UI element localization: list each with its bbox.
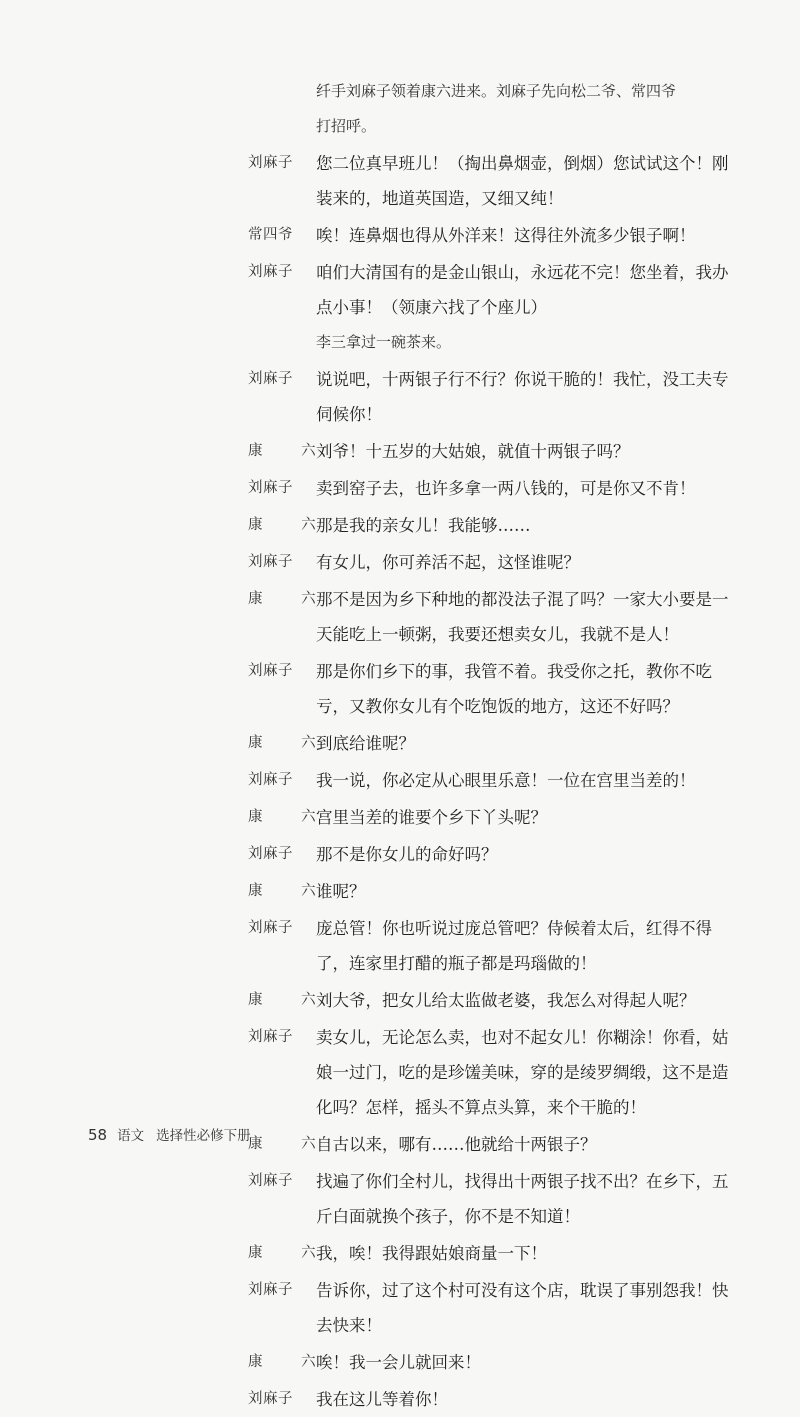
dialogue-line bbox=[0, 654, 800, 689]
dialogue-text: 装来的，地道英国造，又细又纯！ bbox=[316, 189, 564, 208]
continuation-line bbox=[0, 1055, 800, 1090]
stage-direction-line bbox=[0, 325, 800, 360]
speaker-name: 康 六 bbox=[248, 443, 333, 459]
dialogue-line bbox=[0, 1382, 800, 1417]
dialogue-text: 自古以来，哪有……他就给十两银子？ bbox=[316, 1135, 597, 1154]
speaker-name: 刘麻子 bbox=[248, 155, 293, 171]
dialogue-text: 天能吃上一顿粥，我要还想卖女儿，我就不是人！ bbox=[316, 625, 679, 644]
speaker-name: 康 六 bbox=[248, 1136, 333, 1152]
speaker-name: 刘麻子 bbox=[248, 480, 293, 496]
dialogue-text: 我在这儿等着你！ bbox=[316, 1390, 448, 1409]
dialogue-text: 点小事！（领康六找了个座儿） bbox=[316, 298, 547, 317]
dialogue-line bbox=[0, 471, 800, 506]
continuation-line bbox=[0, 397, 800, 432]
dialogue-line bbox=[0, 146, 800, 181]
dialogue-text: 去快来！ bbox=[316, 1316, 382, 1335]
stage-direction: 打招呼。 bbox=[316, 117, 377, 135]
dialogue-line bbox=[0, 582, 800, 617]
stage-direction: 纤手刘麻子领着康六进来。刘麻子先向松二爷、常四爷 bbox=[316, 82, 677, 100]
continuation-line bbox=[0, 617, 800, 652]
dialogue-text: 卖到窑子去，也许多拿一两八钱的，可是你又不肯！ bbox=[316, 479, 696, 498]
dialogue-line bbox=[0, 508, 800, 543]
speaker-name: 刘麻子 bbox=[248, 371, 293, 387]
dialogue-line bbox=[0, 1164, 800, 1199]
continuation-line bbox=[0, 946, 800, 981]
speaker-name: 刘麻子 bbox=[248, 1282, 293, 1298]
dialogue-text: 亏，又教你女儿有个吃饱饭的地方，这还不好吗？ bbox=[316, 697, 679, 716]
speaker-name: 刘麻子 bbox=[248, 846, 293, 862]
dialogue-line bbox=[0, 726, 800, 761]
speaker-name: 康 六 bbox=[248, 809, 333, 825]
page-number: 58 bbox=[88, 1126, 108, 1144]
speaker-name: 刘麻子 bbox=[248, 554, 293, 570]
dialogue-line bbox=[0, 255, 800, 290]
speaker-name: 刘麻子 bbox=[248, 1391, 293, 1407]
page-footer bbox=[88, 1124, 251, 1144]
speaker-name: 康 六 bbox=[248, 735, 333, 751]
speaker-name: 康 六 bbox=[248, 591, 333, 607]
dialogue-text: 那不是你女儿的命好吗？ bbox=[316, 845, 498, 864]
dialogue-line bbox=[0, 874, 800, 909]
dialogue-text: 谁呢？ bbox=[316, 882, 366, 901]
speaker-name: 刘麻子 bbox=[248, 772, 293, 788]
dialogue-line bbox=[0, 1345, 800, 1380]
dialogue-line bbox=[0, 911, 800, 946]
dialogue-line bbox=[0, 362, 800, 397]
dialogue-text: 我一说，你必定从心眼里乐意！一位在宫里当差的！ bbox=[316, 771, 696, 790]
dialogue-line bbox=[0, 218, 800, 253]
speaker-name: 康 六 bbox=[248, 883, 333, 899]
dialogue-text: 卖女儿，无论怎么卖，也对不起女儿！你糊涂！你看，姑 bbox=[316, 1028, 729, 1047]
stage-direction-line bbox=[0, 109, 800, 144]
dialogue-text: 娘一过门，吃的是珍馐美味，穿的是绫罗绸缎，这不是造 bbox=[316, 1063, 729, 1082]
dialogue-text: 宫里当差的谁要个乡下丫头呢？ bbox=[316, 808, 547, 827]
dialogue-text: 斤白面就换个孩子，你不是不知道！ bbox=[316, 1207, 580, 1226]
dialogue-text: 您二位真早班儿！（掏出鼻烟壶，倒烟）您试试这个！刚 bbox=[316, 154, 729, 173]
speaker-name: 刘麻子 bbox=[248, 663, 293, 679]
dialogue-text: 找遍了你们全村儿，找得出十两银子找不出？在乡下，五 bbox=[316, 1172, 729, 1191]
continuation-line bbox=[0, 1199, 800, 1234]
dialogue-text: 那是我的亲女儿！我能够…… bbox=[316, 516, 531, 535]
continuation-line bbox=[0, 181, 800, 216]
subject-label: 语文 bbox=[117, 1128, 145, 1144]
dialogue-text: 有女儿，你可养活不起，这怪谁呢？ bbox=[316, 553, 580, 572]
dialogue-text: 庞总管！你也听说过庞总管吧？侍候着太后，红得不得 bbox=[316, 919, 712, 938]
speaker-name: 刘麻子 bbox=[248, 1029, 293, 1045]
dialogue-line bbox=[0, 545, 800, 580]
dialogue-line bbox=[0, 1236, 800, 1271]
dialogue-text: 告诉你，过了这个村可没有这个店，耽误了事别怨我！快 bbox=[316, 1281, 729, 1300]
speaker-name: 康 六 bbox=[248, 1245, 333, 1261]
speaker-name: 刘麻子 bbox=[248, 264, 293, 280]
speaker-name: 康 六 bbox=[248, 992, 333, 1008]
book-title: 选择性必修下册 bbox=[156, 1128, 251, 1144]
dialogue-text: 我，唉！我得跟姑娘商量一下！ bbox=[316, 1244, 547, 1263]
dialogue-line bbox=[0, 763, 800, 798]
dialogue-text: 那不是因为乡下种地的都没法子混了吗？一家大小要是一 bbox=[316, 590, 729, 609]
dialogue-text: 伺候你！ bbox=[316, 405, 382, 424]
dialogue-text: 唉！连鼻烟也得从外洋来！这得往外流多少银子啊！ bbox=[316, 226, 696, 245]
stage-direction: 李三拿过一碗茶来。 bbox=[316, 333, 452, 351]
dialogue-text: 刘大爷，把女儿给太监做老婆，我怎么对得起人呢？ bbox=[316, 991, 696, 1010]
stage-direction-line bbox=[0, 74, 800, 109]
speaker-name: 刘麻子 bbox=[248, 920, 293, 936]
dialogue-line bbox=[0, 1020, 800, 1055]
dialogue-text: 到底给谁呢？ bbox=[316, 734, 415, 753]
dialogue-text: 了，连家里打醋的瓶子都是玛瑙做的！ bbox=[316, 954, 597, 973]
dialogue-line bbox=[0, 837, 800, 872]
dialogue-text: 化吗？怎样，摇头不算点头算，来个干脆的！ bbox=[316, 1098, 646, 1117]
continuation-line bbox=[0, 290, 800, 325]
speaker-name: 康 六 bbox=[248, 1354, 333, 1370]
dialogue-line bbox=[0, 800, 800, 835]
dialogue-line bbox=[0, 434, 800, 469]
speaker-name: 刘麻子 bbox=[248, 1173, 293, 1189]
speaker-name: 常四爷 bbox=[248, 227, 293, 243]
speaker-name: 康 六 bbox=[248, 517, 333, 533]
continuation-line bbox=[0, 1090, 800, 1125]
continuation-line bbox=[0, 689, 800, 724]
dialogue-text: 说说吧，十两银子行不行？你说干脆的！我忙，没工夫专 bbox=[316, 370, 729, 389]
dialogue-text: 咱们大清国有的是金山银山，永远花不完！您坐着，我办 bbox=[316, 263, 729, 282]
play-script bbox=[0, 74, 800, 1417]
dialogue-text: 唉！我一会儿就回来！ bbox=[316, 1353, 481, 1372]
dialogue-text: 那是你们乡下的事，我管不着。我受你之托，教你不吃 bbox=[316, 662, 712, 681]
dialogue-text: 刘爷！十五岁的大姑娘，就值十两银子吗？ bbox=[316, 442, 630, 461]
dialogue-line bbox=[0, 983, 800, 1018]
continuation-line bbox=[0, 1308, 800, 1343]
dialogue-line bbox=[0, 1273, 800, 1308]
